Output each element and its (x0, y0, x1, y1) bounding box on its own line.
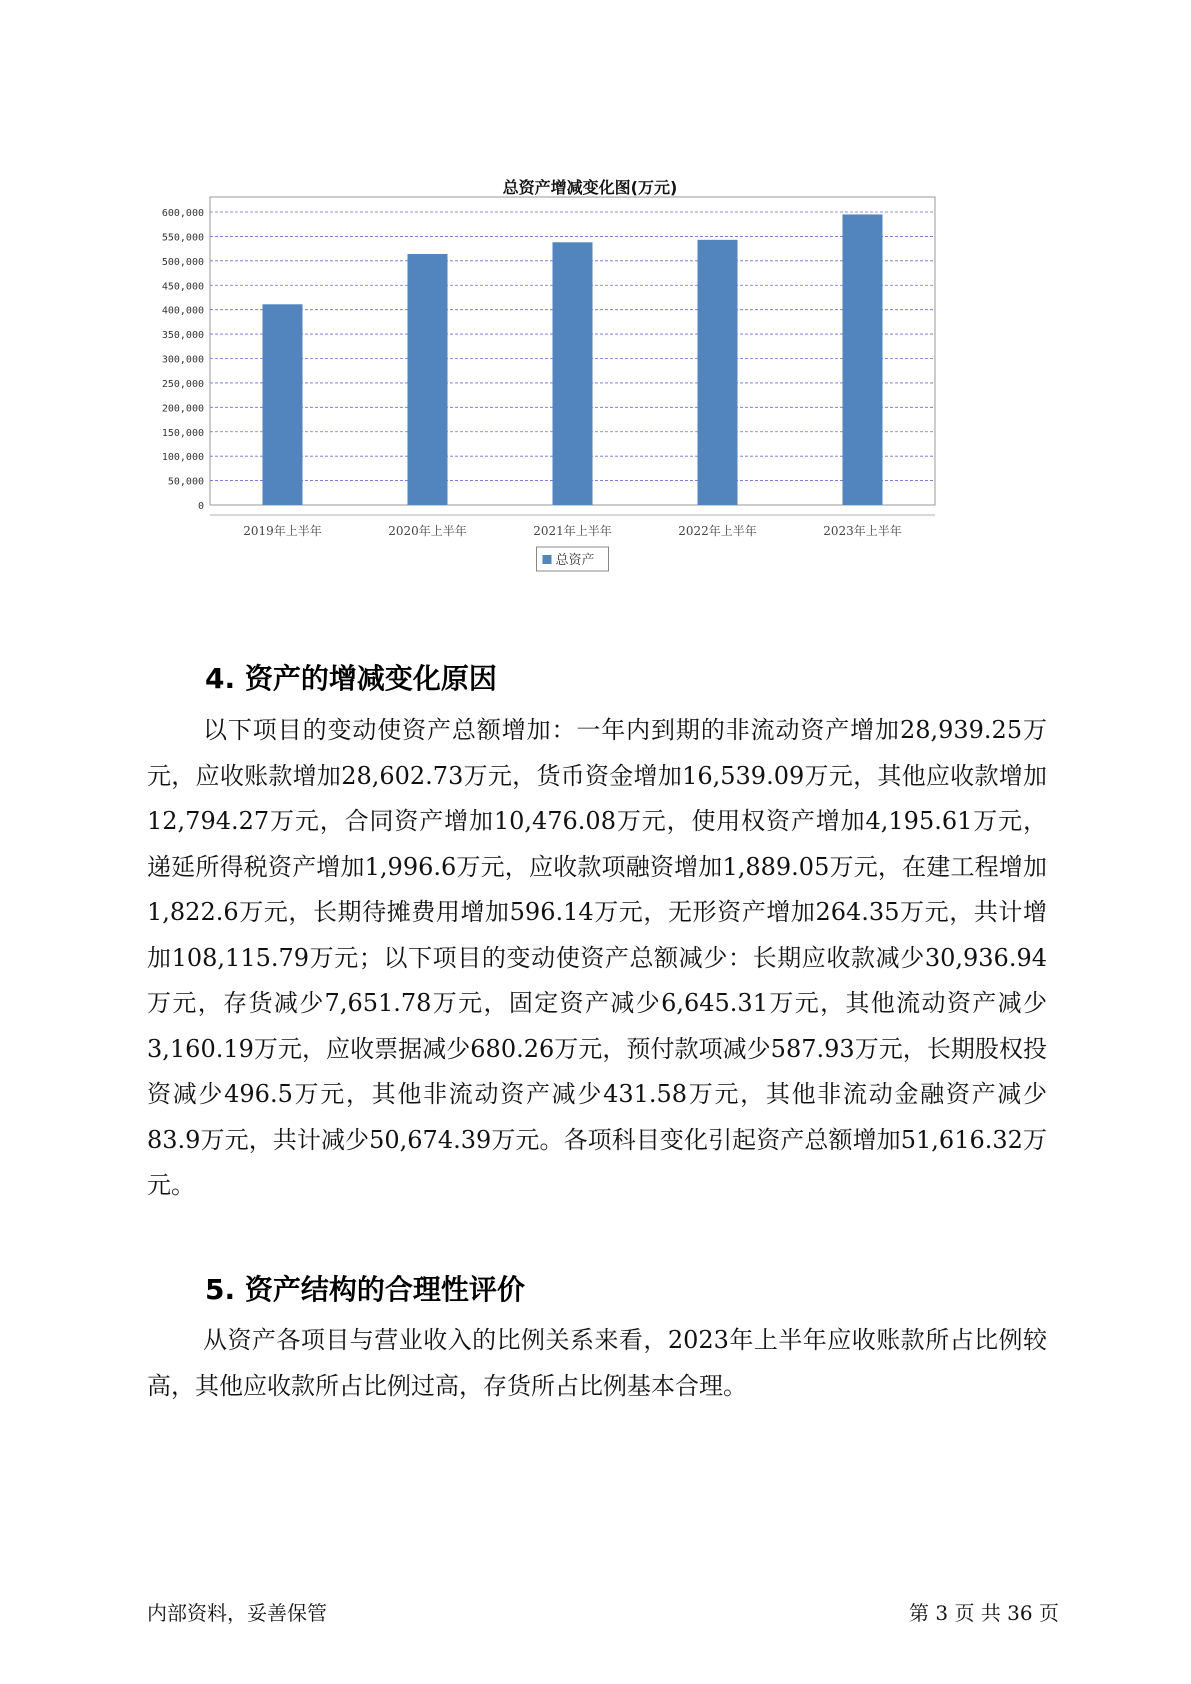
y-tick-label: 450,000 (161, 281, 204, 293)
chart-title: 总资产增减变化图(万元) (502, 178, 678, 197)
asset-chart (150, 165, 1030, 625)
x-tick-label: 2023年上半年 (823, 524, 902, 538)
y-tick-label: 150,000 (161, 427, 204, 439)
y-tick-label: 100,000 (161, 452, 204, 464)
y-tick-label: 200,000 (161, 403, 204, 415)
bar (843, 214, 883, 505)
footer-confidential-note: 内部资料，妥善保管 (147, 1601, 327, 1625)
y-tick-label: 300,000 (161, 354, 204, 366)
y-tick-label: 550,000 (161, 232, 204, 244)
x-tick-label: 2019年上半年 (243, 524, 322, 538)
y-tick-label: 350,000 (161, 330, 204, 342)
x-tick-label: 2022年上半年 (678, 524, 757, 538)
legend-swatch (543, 555, 552, 564)
legend-label: 总资产 (555, 553, 595, 568)
section-5-paragraph: 从资产各项目与营业收入的比例关系来看，2023年上半年应收账款所占比例较高，其他应收款所占比例过高，存货所占比例基本合理。 (147, 1326, 1047, 1400)
bar (698, 240, 738, 505)
y-tick-label: 250,000 (161, 378, 204, 390)
bar (263, 304, 303, 505)
x-tick-label: 2021年上半年 (533, 524, 612, 538)
y-tick-label: 600,000 (161, 208, 204, 219)
y-tick-label: 400,000 (161, 305, 204, 317)
x-tick-label: 2020年上半年 (388, 524, 467, 538)
bar (408, 254, 448, 505)
y-tick-label: 50,000 (167, 476, 204, 488)
footer-page-number: 第 3 页 共 36 页 (909, 1601, 1059, 1625)
section-5-heading: 5. 资产结构的合理性评价 (205, 1273, 525, 1306)
section-4-heading: 4. 资产的增减变化原因 (205, 662, 497, 695)
section-4-paragraph: 以下项目的变动使资产总额增加：一年内到期的非流动资产增加28,939.25万元，应收账款增加28,602.73万元，货币资金增加16,539.09万元，其他应收款增加12,794.27万元，合同资产增加10,476.08万元，使用权资产增加4,195.61万元，递延所得税资产增加1,996.6万元，应收款项融资增加1,889.05万元，在建工程增加1,822.6万元，长期待摊费用增加596.14万元，无形资产增加264.35万元，共计增加108,115.79万元；以下项目的变动使资产总额减少：长期应收款减少30,936.94万元，存货减少7,651.78万元，固定资产减少6,645.31万元，其他流动资产减少3,160.19万元，应收票据减少680.26万元，预付款项减少587.93万元，长期股权投资减少496.5万元，其他非流动资产减少431.58万元，其他非流动金融资产减少83.9万元，共计减少50,674.39万元。各项科目变化引起资产总额增加51,616.32万元。 (147, 716, 1047, 1199)
y-tick-label: 500,000 (161, 256, 204, 268)
bar (553, 242, 593, 505)
chart-svg (150, 165, 1030, 625)
y-tick-label: 0 (197, 501, 204, 512)
